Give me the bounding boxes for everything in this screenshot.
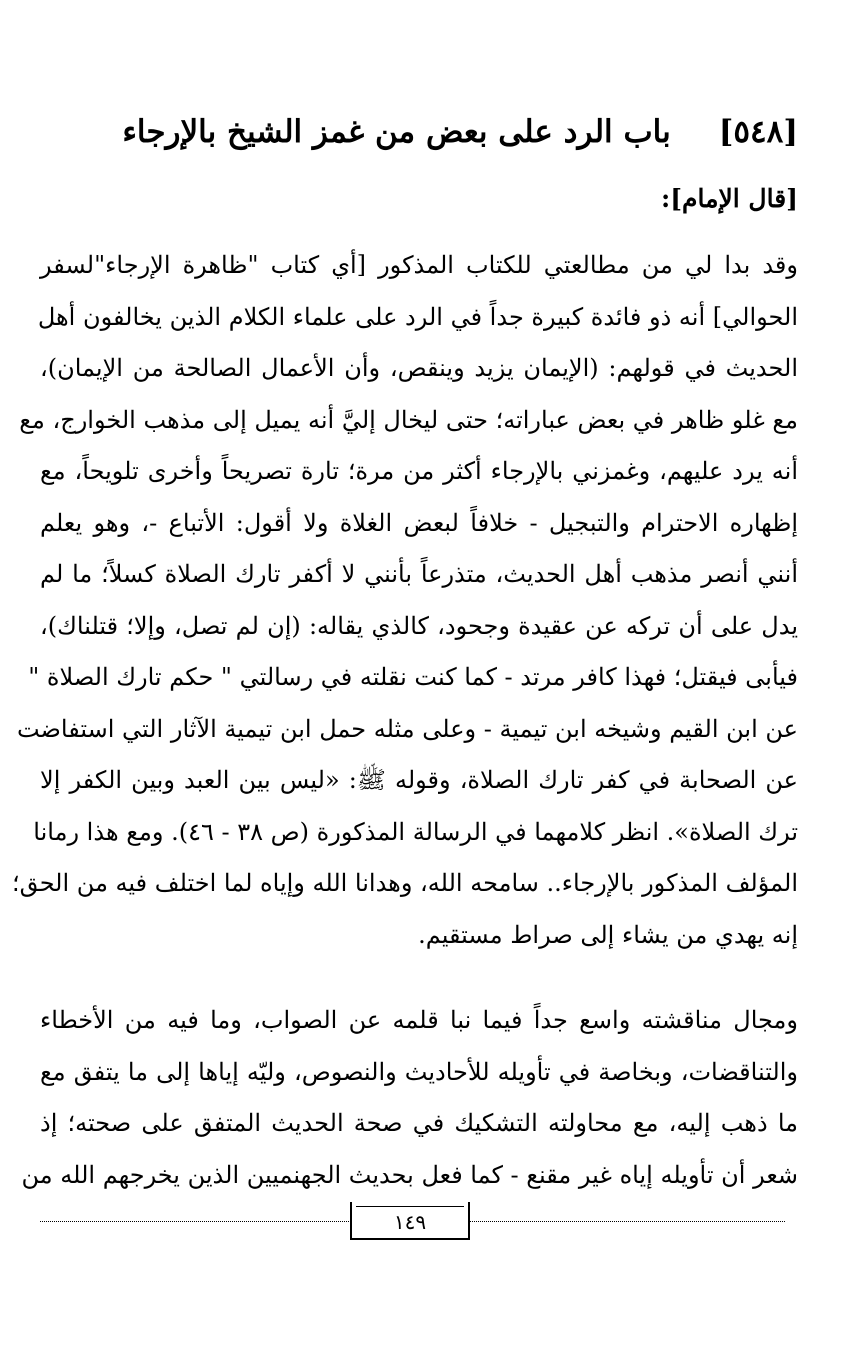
text-line: الحديث في قولهم: (الإيمان يزيد وينقص، وأن الأعمال الصالحة من الإيمان)،: [40, 354, 798, 382]
text-line: مع غلو ظاهر في بعض عباراته؛ حتى ليخال إليَّ أنه يميل إلى مذهب الخوارج، مع: [19, 405, 798, 434]
paragraph-1: [12, 240, 799, 961]
text-line: إظهاره الاحترام والتبجيل - خلافاً لبعض الغلاة ولا أقول: الأتباع -، وهو يعلم: [40, 508, 798, 537]
chapter-number: [٥٤٨]: [718, 114, 798, 150]
text-line: ما ذهب إليه، مع محاولته التشكيك في صحة الحديث المتفق على صحته؛ إذ: [40, 1109, 798, 1137]
paragraph-2: [21, 995, 799, 1201]
text-line: عن ابن القيم وشيخه ابن تيمية - وعلى مثله حمل ابن تيمية الآثار التي استفاضت: [16, 714, 798, 743]
text-line: فيأبى فيقتل؛ فهذا كافر مرتد - كما كنت نقلته في رسالتي " حكم تارك الصلاة ": [28, 663, 798, 691]
text-line: عن الصحابة في كفر تارك الصلاة، وقوله ﷺ: «ليس بين العبد وبين الكفر إلا: [40, 766, 799, 794]
page-footer: [40, 1200, 785, 1244]
text-line: إنه يهدي من يشاء إلى صراط مستقيم.: [418, 920, 798, 949]
chapter-heading: [40, 112, 798, 152]
text-line: أنه يرد عليهم، وغمزني بالإرجاء أكثر من مرة؛ تارة تصريحاً وأخرى تلويحاً، مع: [40, 457, 798, 485]
text-line: شعر أن تأويله إياه غير مقنع - كما فعل بحديث الجهنميين الذين يخرجهم الله من: [21, 1160, 798, 1189]
speaker-label: [قال الإمام]:: [660, 184, 798, 213]
chapter-title: باب الرد على بعض من غمز الشيخ بالإرجاء: [122, 114, 671, 150]
text-line: والتناقضات، وبخاصة في تأويله للأحاديث والنصوص، وليّه إياها إلى ما يتفق مع: [40, 1057, 799, 1086]
text-line: الحوالي] أنه ذو فائدة كبيرة جداً في الرد على علماء الكلام الذين يخالفون أهل: [37, 302, 798, 331]
text-line: وقد بدا لي من مطالعتي للكتاب المذكور [أي كتاب "ظاهرة الإرجاء"لسفر: [40, 251, 798, 279]
text-line: ومجال مناقشته واسع جداً فيما نبا قلمه عن الصواب، وما فيه من الأخطاء: [40, 1006, 798, 1034]
text-line: أنني أنصر مذهب أهل الحديث، متذرعاً بأنني لا أكفر تارك الصلاة كسلاً؛ ما لم: [40, 560, 798, 588]
text-line: ترك الصلاة». انظر كلامهما في الرسالة المذكورة (ص ٣٨ - ٤٦). ومع هذا رمانا: [33, 817, 798, 846]
text-line: يدل على أن تركه عن عقيدة وجحود، كالذي يقاله: (إن لم تصل، وإلا؛ قتلناك)،: [40, 611, 798, 640]
page-number-frame: [350, 1202, 470, 1240]
page-number: ١٤٩: [393, 1210, 427, 1234]
text-line: المؤلف المذكور بالإرجاء.. سامحه الله، وهدانا الله وإياه لما اختلف فيه من الحق؛: [12, 869, 798, 897]
